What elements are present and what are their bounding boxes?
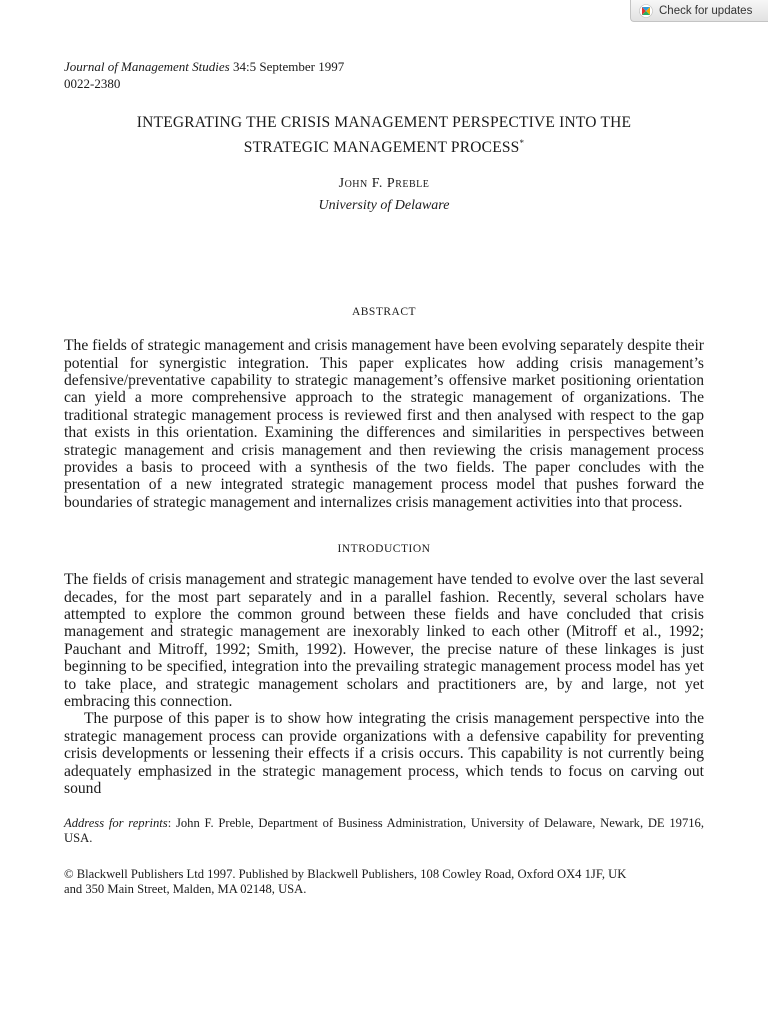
footnote-lead: Address for reprints xyxy=(64,815,168,830)
title-line-1: INTEGRATING THE CRISIS MANAGEMENT PERSPECTIVE INTO THE xyxy=(136,114,632,131)
introduction-heading: INTRODUCTION xyxy=(337,543,431,556)
author-affiliation: University of Delaware xyxy=(318,198,450,214)
introduction-paragraph-2: The purpose of this paper is to show how integrating the crisis management perspective into the strategic management process can provide organizations with a defensive capability for preventing crisis developments or lessening their effects if a crisis occurs. This capability is not currently being adequately emphasized in the strategic management process, which tends to focus on carving out sound xyxy=(64,710,704,798)
journal-header xyxy=(64,58,704,92)
check-for-updates-label: Check for updates xyxy=(659,4,753,17)
journal-name: Journal of Management Studies xyxy=(64,59,230,74)
abstract-heading: ABSTRACT xyxy=(351,306,417,319)
footnote-text: : John F. Preble, Department of Business Administration, University of Delaware, Newark, DE 19716, USA. xyxy=(64,815,705,845)
author-name: John F. Preble xyxy=(338,176,430,192)
title-line-2: STRATEGIC MANAGEMENT PROCESS xyxy=(243,139,520,157)
copyright-line-2: and 350 Main Street, Malden, MA 02148, USA. xyxy=(64,882,307,896)
journal-issn: 0022-2380 xyxy=(64,76,121,91)
crossmark-icon xyxy=(639,4,653,18)
abstract-text: The fields of strategic management and crisis management have been evolving separately despite their potential for synergistic integration. This paper explicates how adding crisis management’s defensive/preventative capability to strategic management’s offensive market positioning orientation can yield a more comprehensive approach to the strategic management of organizations. The traditional strategic management process is reviewed first and then analysed with respect to the gap that exists in this orientation. Examining the differences and similarities in perspectives between strategic management and crisis management and then reviewing the crisis management process provides a basis to proceed with a synthesis of the two fields. The paper concludes with the presentation of a new integrated strategic management process model that pushes forward the boundaries of strategic management and internalizes crisis management activities into that process. xyxy=(64,337,704,511)
introduction-paragraph-1: The fields of crisis management and strategic management have tended to evolve over the last several decades, for the most part separately and in a parallel fashion. Recently, several scholars have attempted to explore the common ground between these fields and have concluded that crisis management and strategic management are inexorably linked to each other (Mitroff et al., 1992; Pauchant and Mitroff, 1992; Smith, 1992). However, the precise nature of these linkages is just beginning to be specified, integration into the prevailing strategic management process model has yet to take place, and strategic management scholars and practitioners are, by and large, not yet embracing this connection. xyxy=(64,571,704,711)
check-for-updates-badge[interactable] xyxy=(630,0,768,22)
copyright-notice xyxy=(64,867,704,898)
journal-issue: 34:5 September 1997 xyxy=(229,59,345,74)
reprint-address-footnote xyxy=(64,816,704,847)
paper-page xyxy=(64,58,704,898)
paper-title xyxy=(64,112,704,158)
title-footnote-mark: * xyxy=(519,138,525,148)
copyright-line-1: © Blackwell Publishers Ltd 1997. Published by Blackwell Publishers, 108 Cowley Road, Oxford OX4 1JF, UK xyxy=(64,866,627,881)
